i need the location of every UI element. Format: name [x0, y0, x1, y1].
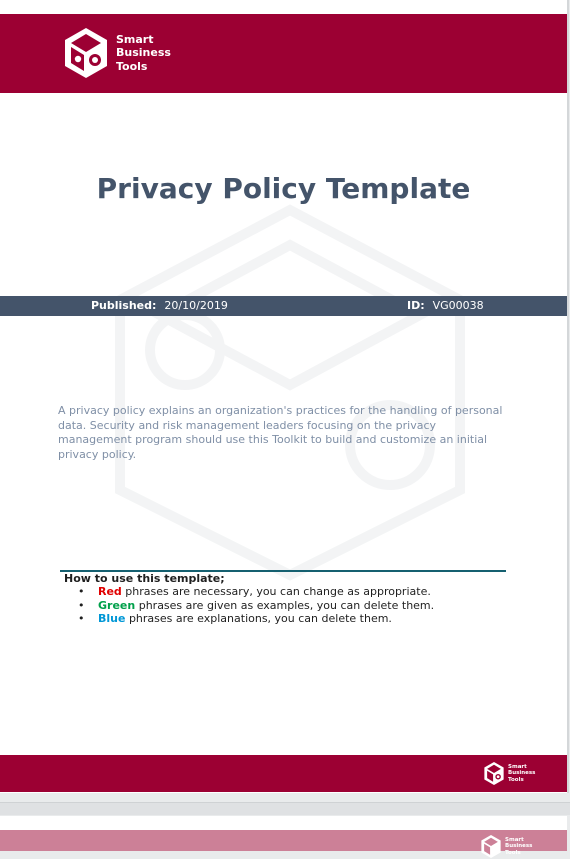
bullet-icon: •	[78, 612, 85, 625]
bullet-icon: •	[78, 598, 85, 612]
next-page-preview	[0, 816, 567, 856]
footer-logo-wordmark	[508, 764, 535, 784]
howto-item-green	[78, 599, 434, 613]
next-page-header-band	[0, 830, 567, 856]
id-field	[407, 299, 484, 312]
intro-paragraph: A privacy policy explains an organization's practices for the handling of personal data. Security and risk management leaders focusing on the privacy management program should use this Toolkit to build and customize an initial privacy policy.	[58, 404, 503, 461]
page-gap	[0, 802, 570, 815]
blue-description: phrases are explanations, you can delete them.	[125, 612, 392, 625]
howto-heading: How to use this template;	[64, 572, 225, 585]
footer-band	[0, 755, 567, 792]
footer-logo-line-1: Smart	[508, 763, 527, 770]
footer-logo-line-3: Tools	[508, 776, 524, 783]
watermark-logo-icon	[90, 200, 490, 580]
header-band	[0, 14, 567, 93]
cube-logo-icon	[483, 761, 505, 786]
meta-bar	[0, 296, 567, 316]
logo-line-2: Business	[116, 46, 171, 60]
brand-logo	[62, 26, 171, 80]
red-keyword: Red	[98, 585, 122, 598]
blue-keyword: Blue	[98, 612, 126, 625]
id-value: VG00038	[432, 299, 484, 312]
next-page-logo	[480, 834, 532, 859]
howto-item-blue	[78, 612, 434, 626]
howto-item-red	[78, 585, 434, 599]
cube-logo-icon	[480, 834, 502, 859]
footer-logo	[483, 761, 535, 786]
published-value: 20/10/2019	[164, 299, 228, 312]
logo-line-1: Smart	[116, 33, 154, 47]
id-label: ID:	[407, 299, 425, 312]
document-title: Privacy Policy Template	[96, 172, 471, 205]
red-description: phrases are necessary, you can change as appropriate.	[121, 585, 431, 598]
published-field	[91, 299, 228, 312]
bullet-icon: •	[78, 585, 85, 598]
howto-list	[78, 585, 434, 626]
published-label: Published:	[91, 299, 157, 312]
logo-wordmark	[116, 33, 171, 73]
footer-logo-line-2: Business	[508, 770, 536, 777]
next-logo-line-3: Tools	[505, 849, 521, 856]
next-logo-line-2: Business	[505, 843, 533, 850]
green-keyword: Green	[98, 598, 136, 612]
logo-line-3: Tools	[116, 59, 148, 73]
next-logo-line-1: Smart	[505, 836, 524, 843]
green-description: phrases are given as examples, you can delete them.	[135, 598, 435, 612]
cube-logo-icon	[62, 26, 110, 80]
next-page-logo-wordmark	[505, 837, 532, 857]
